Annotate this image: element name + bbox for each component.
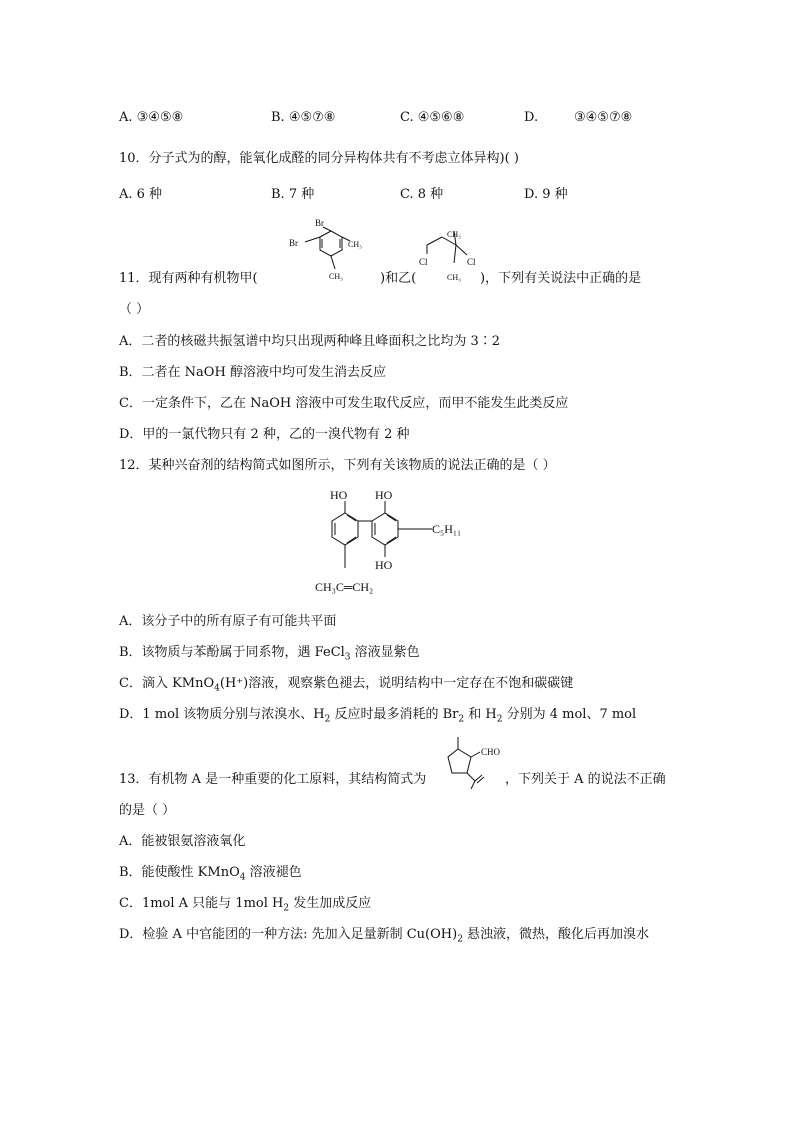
- q13-option-c: C．1mol A 只能与 1mol $H_2$ 发生加成反应: [119, 896, 372, 914]
- q12-mol-ho-left: HO: [330, 488, 348, 502]
- q9-option-d-text: ③④⑤⑦⑧: [574, 110, 633, 125]
- q11-jia-ch3-bottom: CH₃: [329, 272, 343, 281]
- q11-option-d: D．甲的一氯代物只有 2 种，乙的一溴代物有 2 种: [119, 427, 410, 442]
- q9-option-c: C. ④⑤⑥⑧: [400, 110, 465, 125]
- q11-stem-after: )，下列有关说法中正确的是: [480, 271, 642, 286]
- q12-mol-isopropenyl: CH₃C═CH₂: [315, 580, 374, 594]
- q10-option-d: D. 9 种: [524, 187, 568, 202]
- q11-option-a: A．二者的核磁共振氢谱中均只出现两种峰且峰面积之比均为 3∶2: [119, 334, 501, 349]
- q9-option-d-letter: D.: [524, 110, 539, 125]
- q11-option-b: B．二者在 NaOH 醇溶液中均可发生消去反应: [119, 365, 386, 380]
- q10-option-a: A. 6 种: [119, 187, 163, 202]
- q11-molecule-yi: [419, 225, 484, 285]
- q12-option-b: B．该物质与苯酚属于同系物，遇 FeCl$_3$ 溶液显紫色: [119, 645, 420, 663]
- q10-stem: 10．分子式为的醇，能氧化成醛的同分异构体共有不考虑立体异构)( ): [119, 151, 519, 166]
- q12-option-d: D．1 mol 该物质分别与浓溴水、$H_2$ 反应时最多消耗的 $Br_2$ 和 $H_2$ 分别为 4 mol、7 mol: [119, 707, 637, 725]
- q13-molecule: [440, 735, 510, 790]
- q10-option-b: B. 7 种: [271, 187, 315, 202]
- q12-mol-ho-bottom: HO: [375, 558, 393, 572]
- q13-option-a: A．能被银氨溶液氧化: [119, 834, 246, 849]
- q12-option-a: A．该分子中的所有原子有可能共平面: [119, 614, 337, 629]
- q11-yi-cl-left: Cl: [419, 257, 428, 267]
- q11-yi-ch3-top: CH₃: [447, 230, 461, 239]
- q12-option-c: C．滴入 KMnO$_4$(H⁺)溶液，观察紫色褪去，说明结构中一定存在不饱和碳碳键: [119, 676, 574, 694]
- q12-mol-ho-top: HO: [375, 488, 393, 502]
- q13-option-d: D．检验 A 中官能团的一种方法: 先加入足量新制 $Cu(OH)_2$ 悬浊液，微热，酸化后再加溴水: [119, 927, 650, 945]
- q13-stem-before: 13．有机物 A 是一种重要的化工原料，其结构简式为: [119, 772, 427, 787]
- q11-jia-br-top: Br: [315, 218, 324, 228]
- q11-jia-br-left: Br: [289, 238, 298, 248]
- q12-molecule: [310, 485, 490, 600]
- q13-mol-cho: CHO: [481, 747, 501, 757]
- q10-option-c: C. 8 种: [400, 187, 444, 202]
- q11-stem-before: 11．现有两种有机物甲(: [119, 271, 258, 286]
- q11-yi-ch3-bottom: CH₃: [447, 273, 461, 282]
- q11-answer-paren: （ ）: [119, 302, 150, 317]
- q9-option-b: B. ④⑤⑦⑧: [271, 110, 336, 125]
- q11-stem-middle: )和乙(: [380, 271, 417, 286]
- q13-stem-after: ，下列关于 A 的说法不正确: [505, 772, 666, 787]
- q11-option-c: C．一定条件下，乙在 NaOH 溶液中可发生取代反应，而甲不能发生此类反应: [119, 396, 569, 411]
- q9-option-a: A. ③④⑤⑧: [119, 110, 184, 125]
- q11-yi-cl-right: Cl: [467, 257, 476, 267]
- q13-option-b: B．能使酸性 KMnO$_4$ 溶液褪色: [119, 865, 302, 883]
- q12-mol-c5h11: C₅H₁₁: [432, 522, 462, 536]
- q12-stem: 12．某种兴奋剂的结构简式如图所示，下列有关该物质的说法正确的是（ ）: [119, 458, 556, 473]
- q11-molecule-jia: [285, 215, 380, 285]
- q13-stem-line2: 的是（ ）: [119, 803, 176, 818]
- q11-jia-ch3-right: CH₃: [348, 240, 362, 249]
